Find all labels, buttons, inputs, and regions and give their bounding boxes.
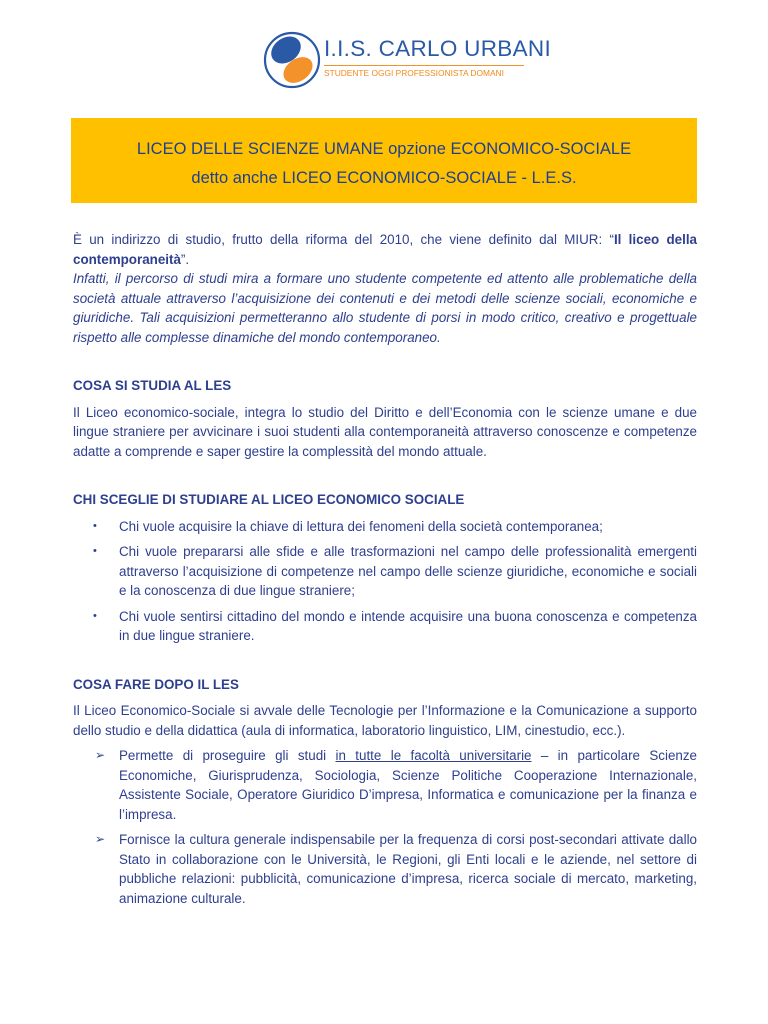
- banner-title-line1: LICEO DELLE SCIENZE UMANE opzione ECONOMICO-SOCIALE: [136, 140, 632, 158]
- intro-paragraph: [73, 230, 697, 269]
- intro-italic-paragraph: Infatti, il percorso di studi mira a formare uno studente competente ed attento alle problematiche della società attuale attraverso l’acquisizione dei contenuti e dei metodi delle scienze sociali, economiche e giuridiche. Tali acquisizioni permetteranno allo studente di porsi in modo critico, creativo e progettuale rispetto alle complesse dinamiche del mondo contemporaneo.: [73, 271, 697, 345]
- logo-emblem-icon: [262, 30, 322, 90]
- item-text: – in particolare Scienze Economiche, Giurisprudenza, Sociologia, Scienze Politiche Cooperazione Internazionale, Assistente Sociale, Operatore Giuridico D’impresa, Informatica e comunicazione per la finanza e l’impresa.: [119, 748, 697, 822]
- list-item: ➢ Fornisce la cultura generale indispensabile per la frequenza di corsi post-secondari attivate dallo Stato in collaborazione con le Università, le Regioni, gli Enti locali e le aziende, nel settore di pubbliche relazioni: pubblicità, comunicazione d’impresa, ricerca sociale di mercato, marketing, animazione culturale.: [73, 830, 697, 908]
- list-item: • Chi vuole acquisire la chiave di lettura dei fenomeni della società contemporanea;: [73, 517, 697, 537]
- intro-prefix: È un indirizzo di studio, frutto della riforma del 2010, che viene definito dal MIUR: “: [73, 232, 614, 247]
- section-heading-cosa-si-studia: COSA SI STUDIA AL LES: [73, 378, 232, 393]
- school-motto: STUDENTE OGGI PROFESSIONISTA DOMANI: [324, 65, 524, 78]
- section-heading-cosa-fare-dopo: COSA FARE DOPO IL LES: [73, 676, 239, 692]
- section-paragraph-cosa-fare-dopo: Il Liceo Economico-Sociale si avvale delle Tecnologie per l’Informazione e la Comunicazione a supporto dello studio e della didattica (aula di informatica, laboratorio linguistico, LIM, cinestudio, ecc.).: [73, 703, 697, 738]
- section-heading-chi-sceglie: CHI SCEGLIE DI STUDIARE AL LICEO ECONOMICO SOCIALE: [73, 492, 465, 507]
- chi-sceglie-list: [73, 517, 697, 646]
- intro-quote: Il liceo della contemporaneità: [73, 232, 697, 267]
- item-text: Permette di proseguire gli studi: [119, 748, 336, 763]
- banner-title-line2: detto anche LICEO ECONOMICO-SOCIALE - L.E.S.: [191, 169, 577, 187]
- list-item: • Chi vuole sentirsi cittadino del mondo e intende acquisire una buona conoscenza e competenza in due lingue straniere.: [73, 607, 697, 646]
- document-body: [73, 230, 697, 908]
- cosa-fare-dopo-list: [73, 746, 697, 908]
- list-item: • Chi vuole prepararsi alle sfide e alle trasformazioni nel campo delle professionalità emergenti attraverso l’acquisizione di competenze nel campo delle scienze giuridiche, economiche e sociali e la conoscenza di due lingue straniere;: [73, 542, 697, 601]
- intro-suffix: ”.: [180, 251, 190, 267]
- section-paragraph-cosa-si-studia: Il Liceo economico-sociale, integra lo studio del Diritto e dell’Economia con le scienze umane e due lingue straniere per avvicinare i suoi studenti alla contemporaneità attraverso conoscenze e competenze adatte a comprende e saper gestire la complessità del mondo attuale.: [73, 404, 697, 459]
- title-banner: [71, 118, 697, 203]
- universities-link[interactable]: in tutte le facoltà universitarie: [335, 748, 532, 763]
- school-logo: [262, 30, 551, 92]
- list-item: [73, 746, 697, 824]
- school-name: I.I.S. CARLO URBANI: [324, 36, 551, 61]
